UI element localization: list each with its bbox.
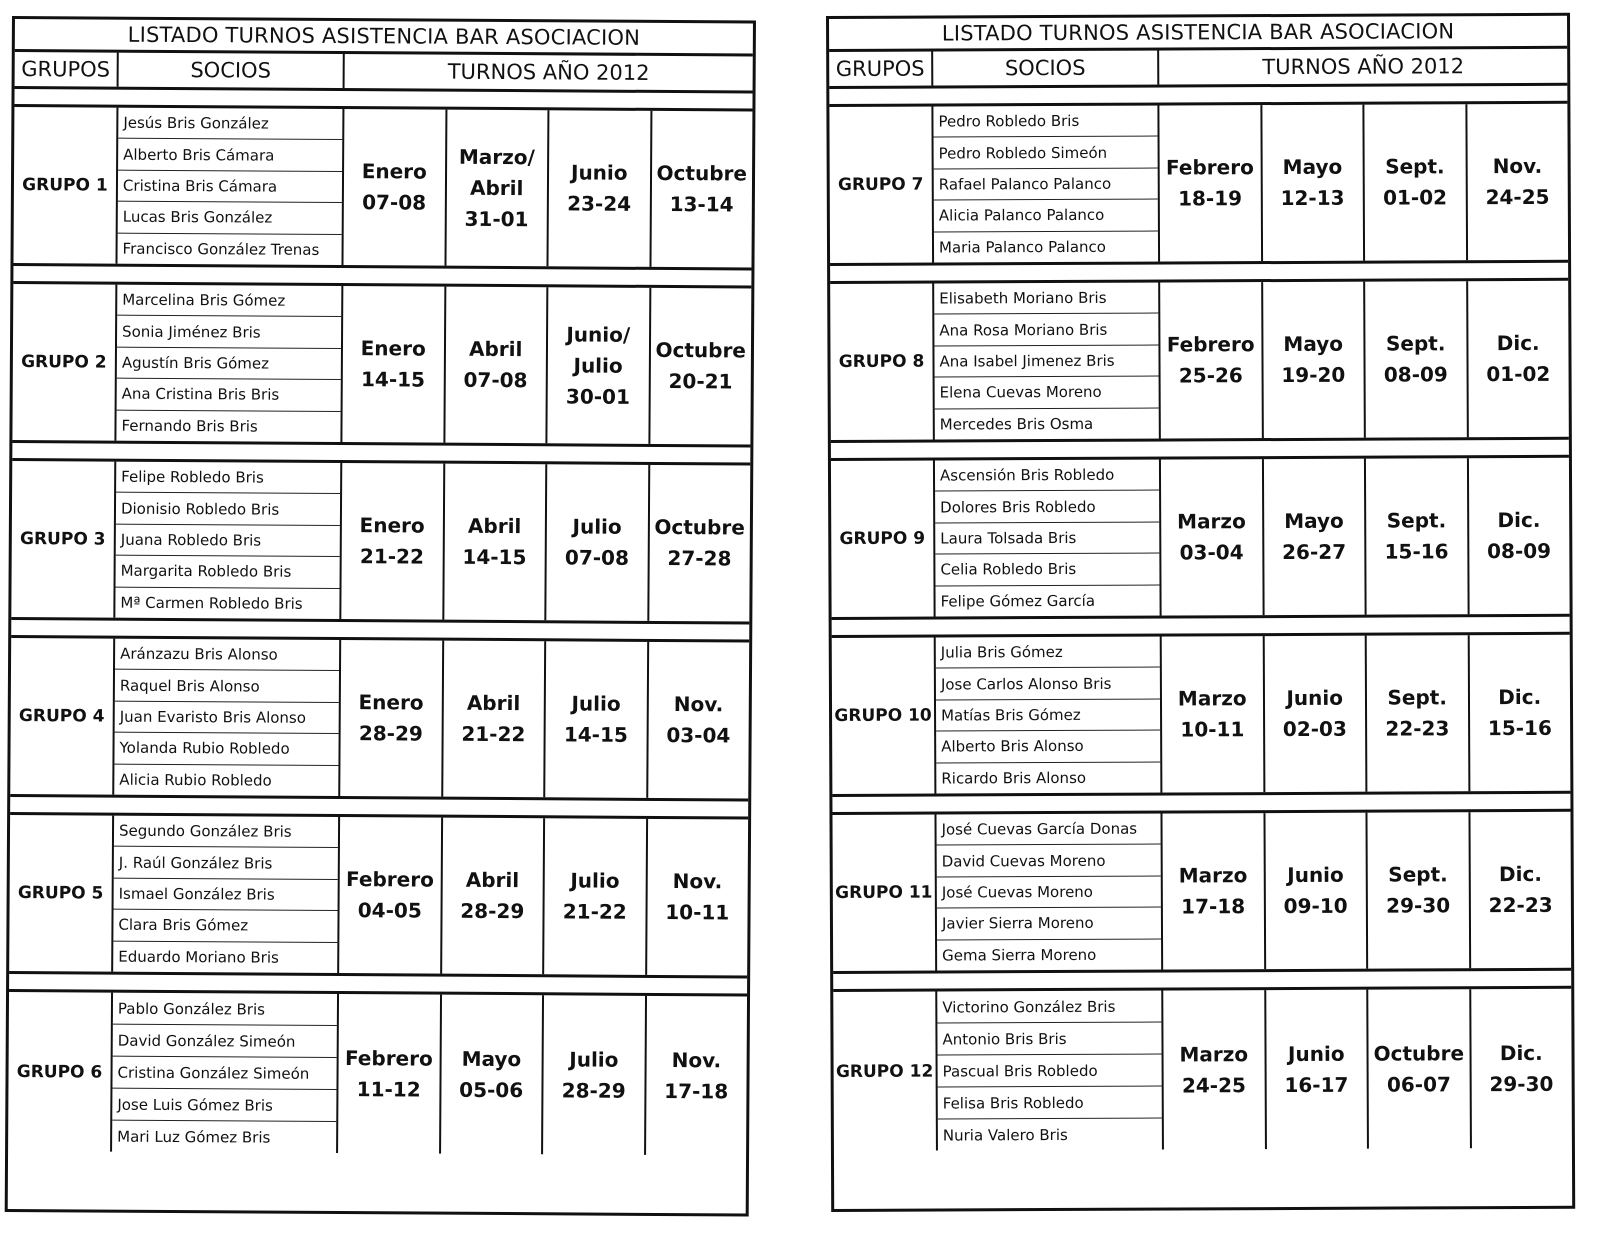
shift-days: 30-01 [565,383,630,409]
sheet-title: LISTADO TURNOS ASISTENCIA BAR ASOCIACION [15,19,753,57]
shift-month: Dic. [1498,684,1542,710]
member-name: José Cuevas Moreno [937,876,1161,908]
header-socios: SOCIOS [933,51,1159,86]
shift-month: Enero [360,336,426,361]
shift-days: 19-20 [1281,362,1346,388]
shift-month: Abril [468,336,523,362]
group-row [12,284,751,448]
member-name: Sonia Jiménez Bris [117,316,341,349]
member-name: Ana Rosa Moriano Bris [934,314,1158,346]
shift-days: 13-14 [669,192,734,217]
shift-cell [651,111,752,268]
member-name: Juan Evaristo Bris Alonso [115,701,339,734]
shift-cell [544,818,647,975]
group-row [832,635,1571,797]
shift-month: Junio [1286,685,1344,710]
group-name: GRUPO 12 [833,992,938,1151]
shift-month: Marzo [1177,686,1247,711]
shift-days: 17-18 [1181,894,1246,919]
group-row [831,458,1570,620]
header-grupos: GRUPOS [829,52,933,86]
shift-days: 24-25 [1181,1072,1246,1097]
member-name: Cristina Bris Cámara [118,170,342,203]
shift-days: 25-26 [1178,363,1243,388]
shift-month: Marzo [1178,863,1248,888]
member-name: Pablo González Bris [113,993,337,1026]
group-row [8,992,747,1156]
shift-cell [646,996,747,1156]
member-name: Celia Robledo Bris [935,554,1159,586]
shift-month: Enero [359,513,425,538]
shift-days: 03-04 [1179,540,1244,565]
group-row [832,812,1571,974]
shift-month: Marzo [1177,509,1246,534]
shift-month: Febrero [344,1045,433,1071]
member-name: Raquel Bris Alonso [115,670,339,703]
shift-month: Abril [466,690,521,716]
shift-days: 29-30 [1386,893,1451,918]
member-name: Pedro Robledo Bris [933,106,1157,138]
member-name: Rafael Palanco Palanco [934,168,1158,200]
group-row [829,104,1568,266]
shift-cell [441,995,544,1155]
group-members [936,814,1163,971]
group-members [115,462,342,619]
shift-cell [340,640,443,797]
shift-days: 26-27 [1282,539,1347,565]
shift-days: 01-02 [1383,185,1448,210]
group-name: GRUPO 5 [9,815,114,972]
group-members [113,816,340,973]
shift-days: 10-11 [1180,717,1245,742]
group-name: GRUPO 1 [13,107,118,264]
shift-days: 27-28 [667,546,732,571]
shift-month: Junio [1287,1041,1345,1066]
member-name: Ricardo Bris Alonso [941,768,1087,788]
group-members [116,285,343,442]
group-members [117,108,344,265]
member-name: Clara Bris Gómez [113,910,337,943]
member-name: Victorino González Bris [937,991,1161,1024]
shift-cell [343,109,446,266]
member-name: José Cuevas García Donas [936,814,1160,846]
shift-month: Julio [572,514,622,539]
shift-month: Sept. [1385,154,1445,179]
groups-list [8,89,752,1155]
shift-cell [545,641,648,798]
group-name: GRUPO 10 [832,638,937,794]
shift-month: Octubre [1373,1040,1465,1066]
group-row [10,638,749,802]
shift-days: 29-30 [1489,1071,1554,1096]
group-members [936,637,1163,794]
shift-days: 15-16 [1384,539,1449,564]
shift-cell [546,464,649,621]
sheet-title: LISTADO TURNOS ASISTENCIA BAR ASOCIACION [829,16,1567,52]
member-name: Mercedes Bris Osma [939,414,1094,434]
member-name: Eduardo Moriano Bris [118,947,279,967]
shift-month: Abril [465,867,520,893]
member-name: Gema Sierra Moreno [942,945,1097,965]
member-name: Felisa Bris Robledo [938,1087,1162,1120]
shift-days: 14-15 [360,367,426,392]
shift-days: 31-01 [464,206,529,231]
member-name: Julia Bris Gómez [936,637,1160,669]
member-name: Nuria Valero Bris [942,1125,1068,1145]
group-name: GRUPO 3 [11,461,116,618]
member-name: Ana Isabel Jimenez Bris [934,345,1158,377]
shift-cell [1162,813,1265,969]
member-name: Jose Carlos Alonso Bris [936,668,1160,700]
member-name: Juana Robledo Bris [116,524,340,557]
shift-days: 11-12 [356,1076,421,1102]
shift-days: 07-08 [463,367,528,393]
shift-month: Mayo [461,1046,522,1071]
shift-days: 07-08 [362,190,427,215]
shift-cell [445,287,548,444]
shift-days: 20-21 [668,369,733,394]
group-members [114,639,341,796]
shift-cell [1469,635,1570,791]
shift-days: 23-24 [567,191,632,216]
shift-days: 08-09 [1487,538,1552,564]
shift-cell [443,641,546,798]
shift-cell [1467,104,1568,260]
member-name: Agustín Bris Gómez [117,347,341,380]
shift-days: 10-11 [665,900,730,925]
shift-cell [548,110,651,267]
shift-cell [1367,635,1470,791]
group-members [112,993,339,1153]
group-name: GRUPO 11 [832,815,937,971]
shift-cell [1364,104,1467,260]
shift-days: 07-08 [564,545,630,570]
shift-cell [1263,459,1366,615]
member-name: Segundo González Bris [114,816,338,849]
shift-month: Abril [467,513,522,539]
shift-days: 18-19 [1178,186,1243,211]
schedule-sheet-right [826,13,1575,1212]
shift-month: Enero [358,690,424,715]
shift-cell [1159,105,1262,261]
shift-cell [442,818,545,975]
shift-month: Nov. [671,1047,722,1072]
shift-month: Octubre [654,514,745,540]
member-name: Marcelina Bris Gómez [117,285,341,318]
shift-cell [1163,990,1266,1149]
member-name: Alicia Rubio Robledo [119,770,272,790]
shift-days: 22-23 [1385,716,1450,741]
shift-cell [1266,990,1369,1149]
member-name: Alicia Palanco Palanco [934,200,1158,232]
shift-month: Sept. [1388,862,1448,887]
groups-list [829,86,1572,1151]
shift-days: 28-29 [561,1077,626,1103]
group-name: GRUPO 8 [830,284,935,440]
shift-cell [1470,812,1571,968]
group-row [13,107,752,271]
shift-cell [647,819,748,976]
shift-cell [1160,282,1263,438]
shift-days: 14-15 [462,544,527,570]
shift-month: Junio [570,160,628,185]
member-name: Fernando Bris Bris [121,416,258,436]
member-name: Aránzazu Bris Alonso [115,639,339,672]
shift-cell [649,465,750,622]
shift-cell [650,288,751,445]
shift-month: Julio [571,691,621,716]
shift-cell [1471,989,1572,1148]
shift-cell [446,110,549,267]
header-grupos: GRUPOS [15,52,119,87]
member-name: Alberto Bris Cámara [118,139,342,172]
shift-days: 14-15 [563,722,628,747]
member-name: Francisco González Trenas [122,239,320,259]
group-row [830,281,1569,443]
group-row [11,461,750,625]
header-turnos: TURNOS AÑO 2012 [447,59,650,85]
member-name: Lucas Bris González [118,202,342,235]
shift-days: 01-02 [1486,361,1551,387]
shift-cell [1468,458,1569,614]
shift-month: Marzo [1179,1041,1249,1066]
shift-month: Nov. [672,869,723,894]
shift-days: 15-16 [1487,715,1552,741]
header-turnos: TURNOS AÑO 2012 [1262,54,1465,80]
member-name: Mª Carmen Robledo Bris [120,593,303,613]
shift-cell [339,817,442,974]
member-name: Felipe Robledo Bris [116,462,340,495]
shift-month: Junio [1287,862,1344,887]
group-members [937,991,1164,1151]
shift-month: Sept. [1386,508,1447,533]
member-name: Elena Cuevas Moreno [935,377,1159,409]
shift-days: 28-29 [460,898,525,924]
group-members [933,106,1160,263]
shift-month: Dic. [1497,507,1541,533]
member-name: Cristina González Simeón [112,1057,336,1090]
shift-cell [1368,989,1471,1148]
shift-days: 05-06 [459,1077,524,1102]
shift-days: 21-22 [562,899,627,924]
member-name: Felipe Gómez García [940,591,1096,611]
header-row [15,52,753,94]
shift-days: 21-22 [359,544,425,569]
group-row [9,815,748,979]
shift-cell [1367,812,1470,968]
shift-cell [543,995,646,1155]
member-name: Mari Luz Gómez Bris [117,1127,271,1147]
shift-days: 12-13 [1280,185,1345,211]
shift-month: Octubre [656,160,748,186]
shift-cell [342,286,445,443]
shift-cell [341,463,444,620]
member-name: Elisabeth Moriano Bris [934,283,1158,315]
member-name: Yolanda Rubio Robledo [114,733,338,766]
group-members [935,460,1162,617]
shift-cell [1263,282,1366,438]
shift-cell [1365,281,1468,437]
member-name: Maria Palanco Palanco [938,237,1106,257]
shift-cell [338,994,441,1154]
shift-days: 04-05 [357,898,422,923]
shift-cell [444,464,547,621]
group-name: GRUPO 7 [829,107,934,263]
shift-month: Enero [361,159,427,184]
shift-cell [547,287,650,444]
shift-cell [648,642,749,799]
member-name: Matías Bris Gómez [936,699,1160,731]
shift-month: Sept. [1387,685,1447,710]
shift-days: 03-04 [666,723,731,748]
shift-days: 17-18 [664,1078,729,1103]
shift-cell [1161,459,1264,615]
member-name: Dolores Bris Robledo [935,491,1159,523]
shift-days: 24-25 [1485,184,1550,210]
shift-cell [1162,636,1265,792]
group-name: GRUPO 6 [8,992,113,1152]
member-name: Dionisio Robledo Bris [116,493,340,526]
member-name: J. Raúl González Bris [114,847,338,880]
shift-month: Julio [570,868,620,893]
shift-cell [1262,105,1365,261]
group-name: GRUPO 4 [10,638,115,795]
member-name: Margarita Robledo Bris [116,556,340,589]
shift-days: 08-09 [1383,362,1448,387]
member-name: David González Simeón [113,1025,337,1058]
member-name: Jesús Bris González [118,108,342,141]
header-socios: SOCIOS [119,53,345,88]
shift-month: Marzo/ Abril [458,144,535,200]
shift-month: Dic. [1498,861,1543,887]
member-name: Alberto Bris Alonso [936,731,1160,763]
member-name: Antonio Bris Bris [937,1023,1161,1056]
shift-month: Mayo [1282,154,1343,180]
member-name: David Cuevas Moreno [937,845,1161,877]
shift-days: 09-10 [1283,893,1348,919]
shift-month: Febrero [346,867,434,892]
member-name: Javier Sierra Moreno [937,908,1161,940]
group-name: GRUPO 2 [12,284,117,441]
schedule-sheet-left [5,16,756,1217]
shift-days: 28-29 [358,721,423,746]
shift-days: 21-22 [461,721,526,747]
shift-month: Octubre [655,337,746,363]
shift-days: 06-07 [1386,1071,1451,1097]
member-name: Pascual Bris Robledo [938,1055,1162,1088]
shift-month: Nov. [673,692,724,717]
member-name: Pedro Robledo Simeón [934,137,1158,169]
shift-month: Julio [569,1046,619,1072]
shift-cell [1264,636,1367,792]
shift-month: Sept. [1385,331,1446,356]
shift-month: Febrero [1165,155,1254,180]
shift-cell [1468,281,1569,437]
member-name: Ana Cristina Bris Bris [117,379,341,412]
member-name: Ismael González Bris [114,878,338,911]
header-row [829,49,1567,89]
shift-cell [1366,458,1469,614]
member-name: Jose Luis Gómez Bris [112,1089,336,1122]
shift-month: Mayo [1283,331,1344,357]
shift-month: Nov. [1492,153,1543,179]
shift-cell [1265,813,1368,969]
shift-month: Mayo [1284,508,1344,534]
shift-days: 02-03 [1282,716,1347,742]
group-members [934,283,1161,440]
shift-month: Dic. [1499,1040,1543,1065]
member-name: Laura Tolsada Bris [935,522,1159,554]
shift-days: 16-17 [1284,1072,1349,1097]
group-row [833,989,1572,1151]
group-name: GRUPO 9 [831,461,936,617]
shift-month: Junio/ Julio [566,321,631,378]
shift-month: Dic. [1496,330,1540,356]
member-name: Ascensión Bris Robledo [935,460,1159,492]
shift-month: Febrero [1166,332,1255,357]
shift-days: 22-23 [1488,892,1553,918]
